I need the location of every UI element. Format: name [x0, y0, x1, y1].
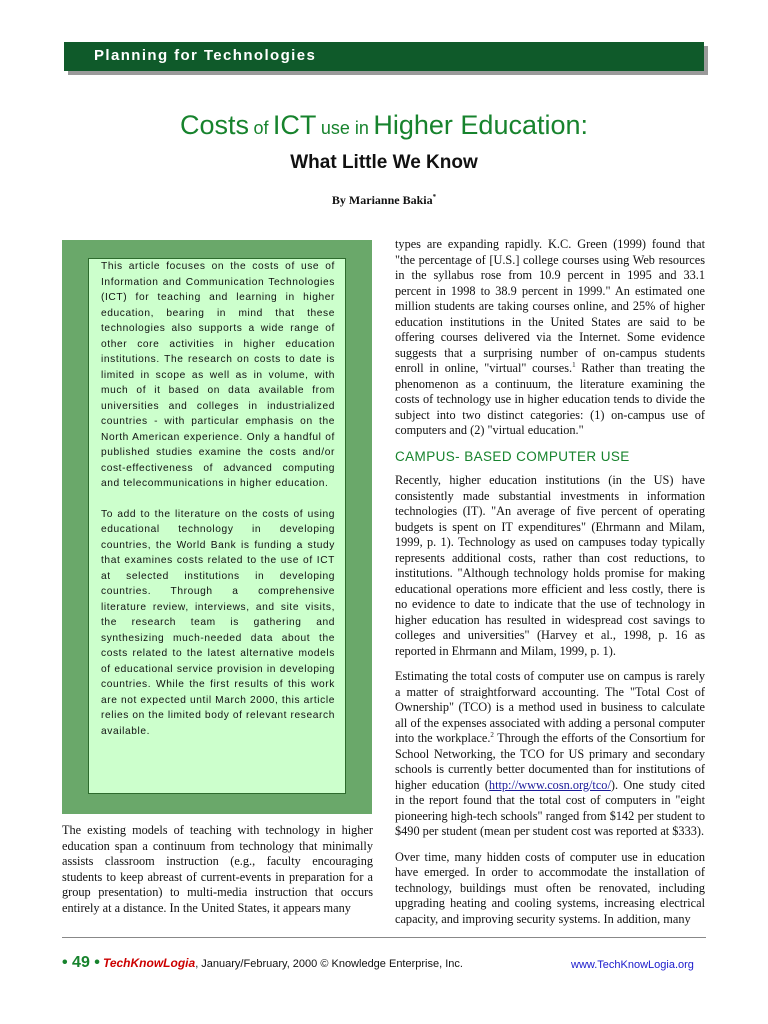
abstract-text [101, 259, 335, 754]
page-number: • 49 • [62, 954, 100, 971]
footer-divider [62, 937, 706, 938]
banner-label: Planning for Technologies [94, 47, 317, 64]
section-banner [64, 42, 704, 71]
author-footnote-mark: * [432, 193, 437, 201]
title-word-use-in: use in [320, 118, 369, 138]
abstract-paragraph-2: To add to the literature on the costs of using educational technology in developing countries, the World Bank is funding a study that examines costs related to the use of ICT at selected institutions in developing countries. Through a comprehensive literature review, interviews, and site visits, the research team is gathering and synthesizing much-needed data about the costs related to the latest alternative models of educational service provision in developing countries. While the first results of this work are not expected until March 2000, this article relies on the limited body of relevant research available. [101, 508, 335, 737]
right-p3-text-c: ). One study cited in the report found that the total cost of computers in "eight pioneering high-tech schools" ranged from $142 per student to $490 per student (mean per student cost was reported at $333). [395, 777, 705, 838]
left-paragraph-1: The existing models of teaching with technology in higher education span a continuum from technology that minimally assists classroom instruction (e.g., faculty encouraging students to keep abreast of current-events in preparation for a group presentation) to multi-media instruction that occurs entirely at a distance. In the United States, it appears many [62, 823, 373, 915]
section-heading: CAMPUS- BASED COMPUTER USE [395, 448, 630, 464]
footer-brand: TechKnowLogia [102, 956, 196, 970]
footer-info [62, 954, 463, 972]
title-word-ict: ICT [272, 110, 317, 140]
title-colon: : [580, 110, 589, 140]
article-title [0, 110, 768, 141]
footnote-ref-2: 2 [490, 731, 494, 739]
author-name: By Marianne Bakia [331, 193, 433, 207]
abstract-box [62, 240, 372, 814]
title-word-of: of [253, 118, 269, 138]
right-paragraph-4: Over time, many hidden costs of computer use in education have emerged. In order to accommodate the installation of technology, buildings must often be renovated, including upgrading heating and cooling systems, increasing electrical capacity, and improving security systems. In addition, many [395, 849, 705, 926]
abstract-panel [88, 258, 346, 794]
cosn-tco-link[interactable]: http://www.cosn.org/tco/ [488, 777, 611, 792]
right-paragraph-3 [395, 669, 705, 840]
right-paragraph-2: Recently, higher education institutions (in the US) have consistently made substantial investments in information technologies (IT). "An average of five percent of operating budgets is spent on IT expenditures" (Ehrmann and Milam, 1999, p. 1). Technology as used on campuses today typically represents additional costs, rather than cost reductions, to institutions. "Although technology holds promise for making educational operations more efficient and less costly, there is no evidence to date to indicate that the use of technology in higher education has resulted in widespread cost savings to colleges and universities" (Harvey et al., 1998, p. 16 as reported in Ehrmann and Milam, 1999, p. 1). [395, 473, 705, 658]
byline [0, 193, 768, 208]
footnote-ref-1: 1 [572, 361, 576, 369]
title-word-costs: Costs [179, 110, 249, 140]
right-p1-text-a: types are expanding rapidly. K.C. Green (1999) found that "the percentage of [U.S.] college courses using Web resources in the syllabus rose from 10.9 percent in 1995 and 33.1 percent in 1998 to 38.9 percent in 1999." An estimated one million students are taking courses online, and 25% of higher education institutions in the United States are said to be offering courses delivered via the Internet. Some evidence suggests that a surprising number of on-campus students enroll in online, "virtual" courses. [395, 237, 705, 375]
footer-issue: , January/February, 2000 © Knowledge Enterprise, Inc. [195, 958, 463, 970]
right-p3-text-a: Estimating the total costs of computer use on campus is rarely a matter of straightforward accounting. The "Total Cost of Ownership" (TCO) is a method used in business to calculate all of the expenses associated with adding a personal computer into the workplace. [395, 669, 705, 745]
right-column [395, 237, 705, 937]
footer-url[interactable]: www.TechKnowLogia.org [571, 959, 694, 971]
title-word-higher-education: Higher Education [373, 110, 581, 140]
abstract-paragraph-1: This article focuses on the costs of use of Information and Communication Technologies (ICT) for teaching and learning in higher education, bearing in mind that these technologies also supports a wide range of other core activities in higher education institutions. The research on costs to date is limited in scope as well as in volume, with much of it based on data available from universities and colleges in industrialized countries - with particular emphasis on the North American experience. Only a handful of published studies examine the costs and/or cost-effectiveness of advanced computing and telecommunications in higher education. [101, 261, 335, 489]
right-p3-text-b: Through the efforts of the Consortium for School Networking, the TCO for US primary and secondary schools is currently better documented than for institutions of higher education ( [395, 731, 705, 792]
left-column [62, 823, 373, 926]
article-subtitle: What Little We Know [290, 152, 478, 173]
right-paragraph-1 [395, 237, 705, 439]
right-p1-text-b: Rather than treating the phenomenon as a continuum, the literature examining the costs of technology use in higher education tends to divide the subject into two distinct categories: (1) on-campus use of computers and (2) "virtual education." [395, 361, 705, 437]
